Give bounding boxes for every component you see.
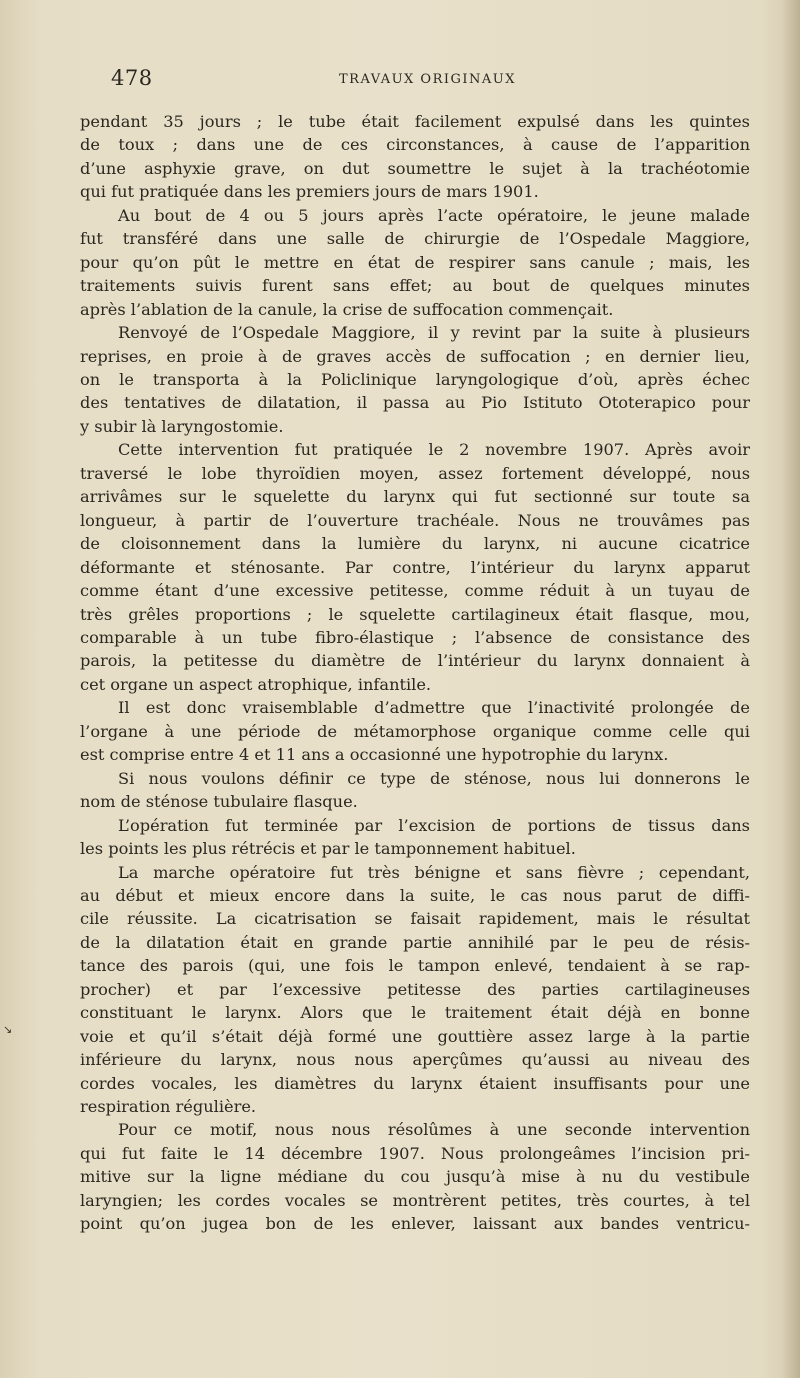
text-line: après l’ablation de la canule, la crise de suffocation commençait. [80,299,614,319]
text-line: cile réussite. La cicatrisation se faisait rapidement, mais le résultat [80,909,750,929]
text-line: mitive sur la ligne médiane du cou jusqu’à mise à nu du vestibule [80,1167,750,1187]
text-line: Il est donc vraisemblable d’admettre que l’inactivité prolongée de [118,698,750,718]
text-line: comme étant d’une excessive petitesse, comme réduit à un tuyau de [80,581,750,601]
text-line: procher) et par l’excessive petitesse des parties cartilagineuses [80,979,750,999]
text-line: point qu’on jugea bon de les enlever, laissant aux bandes ventricu- [80,1214,750,1234]
text-line: longueur, à partir de l’ouverture trachéale. Nous ne trouvâmes pas [80,510,750,530]
text-line: y subir là laryngostomie. [80,416,284,436]
text-line: très grêles proportions ; le squelette cartilagineux était flasque, mou, [80,604,750,624]
text-line: Au bout de 4 ou 5 jours après l’acte opératoire, le jeune malade [118,205,750,225]
text-line: voie et qu’il s’était déjà formé une gouttière assez large à la partie [80,1026,750,1046]
text-line: La marche opératoire fut très bénigne et sans fièvre ; cependant, [118,862,750,882]
text-line: cet organe un aspect atrophique, infantile. [80,674,432,694]
text-line: nom de sténose tubulaire flasque. [80,792,358,812]
text-line: tance des parois (qui, une fois le tampon enlevé, tendaient à se rap- [80,956,750,976]
text-line: l’organe à une période de métamorphose organique comme celle qui [80,721,750,741]
text-line: des tentatives de dilatation, il passa au Pio Istituto Ototerapico pour [80,393,750,413]
running-head-title: TRAVAUX ORIGINAUX [339,72,517,87]
text-line: de cloisonnement dans la lumière du larynx, ni aucune cicatrice [80,534,750,554]
text-line: laryngien; les cordes vocales se montrèrent petites, très courtes, à tel [80,1190,750,1210]
text-line: fut transféré dans une salle de chirurgie de l’Ospedale Maggiore, [80,229,750,249]
text-line: comparable à un tube fibro-élastique ; l’absence de consistance des [80,627,750,647]
text-line: au début et mieux encore dans la suite, le cas nous parut de diffi- [80,885,750,905]
text-line: traitements suivis furent sans effet; au bout de quelques minutes [80,276,750,296]
text-line: Si nous voulons définir ce type de sténose, nous lui donnerons le [118,768,750,788]
page-edge-shadow [782,0,800,1378]
text-line: qui fut faite le 14 décembre 1907. Nous prolongeâmes l’incision pri- [80,1143,750,1163]
text-line: pendant 35 jours ; le tube était facilement expulsé dans les quintes [80,112,750,131]
text-line: reprises, en proie à de graves accès de suffocation ; en dernier lieu, [80,346,750,366]
running-head [111,62,751,92]
text-line: parois, la petitesse du diamètre de l’intérieur du larynx donnaient à [80,651,750,671]
text-line: d’une asphyxie grave, on dut soumettre le sujet à la trachéotomie [80,158,750,178]
text-line: on le transporta à la Policlinique laryngologique d’où, après échec [80,369,750,389]
text-line: les points les plus rétrécis et par le tamponnement habituel. [80,839,576,859]
text-line: cordes vocales, les diamètres du larynx étaient insuffisants pour une [80,1073,750,1093]
text-line: Pour ce motif, nous nous résolûmes à une seconde intervention [118,1120,750,1140]
text-line: Renvoyé de l’Ospedale Maggiore, il y revint par la suite à plusieurs [118,323,750,343]
text-line: est comprise entre 4 et 11 ans a occasionné une hypotrophie du larynx. [80,745,669,765]
page-number: 478 [111,66,153,90]
text-line: qui fut pratiquée dans les premiers jours de mars 1901. [80,182,539,202]
text-line: déformante et sténosante. Par contre, l’intérieur du larynx apparut [80,557,750,577]
margin-mark: ↘ [3,1023,13,1036]
text-line: de toux ; dans une de ces circonstances, à cause de l’apparition [80,135,750,155]
text-line: respiration régulière. [80,1097,257,1117]
text-line: traversé le lobe thyroïdien moyen, assez fortement développé, nous [80,463,750,483]
text-line: arrivâmes sur le squelette du larynx qui fut sectionné sur toute sa [80,487,750,507]
text-line: pour qu’on pût le mettre en état de respirer sans canule ; mais, les [80,252,750,272]
text-line: constituant le larynx. Alors que le traitement était déjà en bonne [80,1003,750,1023]
text-line: inférieure du larynx, nous nous aperçûmes qu’aussi au niveau des [80,1050,750,1070]
body-text [80,110,750,1236]
text-line: L’opération fut terminée par l’excision de portions de tissus dans [118,815,750,835]
text-line: de la dilatation était en grande partie annihilé par le peu de résis- [80,932,750,952]
text-line: Cette intervention fut pratiquée le 2 novembre 1907. Après avoir [118,440,750,460]
